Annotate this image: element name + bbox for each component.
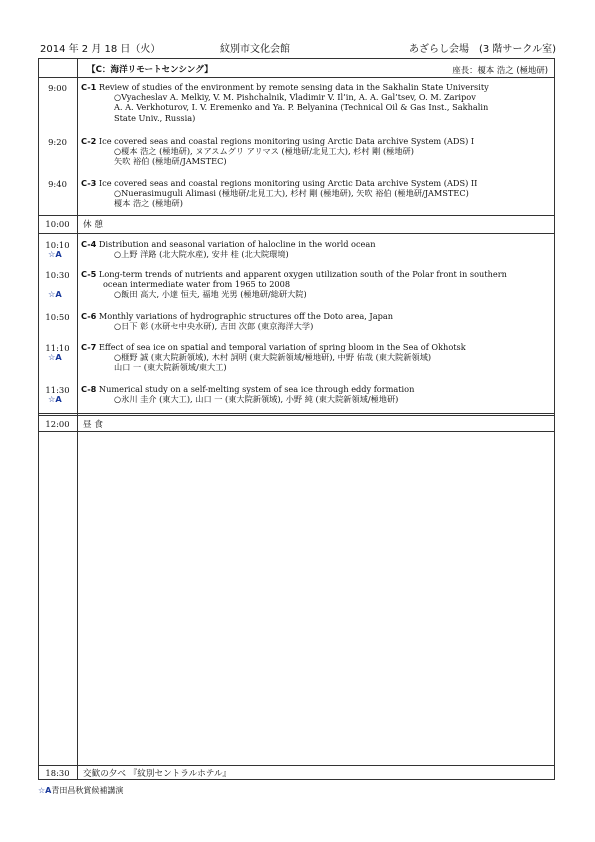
talk-authors: A. A. Verkhoturov, I. V. Eremenko and Ya. P. Belyanina (Technical Oil & Gas Inst., Sakhalin bbox=[114, 102, 489, 113]
talk-authors: ○日下 彰 (水研セ中央水研), 吉田 次郎 (東京海洋大学) bbox=[114, 321, 314, 332]
talk-title: Review of studies of the environment by remote sensing data in the Sakhalin State University bbox=[98, 82, 489, 92]
divider bbox=[39, 431, 554, 432]
talk-id: C-6 bbox=[81, 311, 97, 321]
talk-authors: 山口 一 (東大院新領域/東大工) bbox=[114, 362, 227, 373]
talk-authors: State Univ., Russia) bbox=[114, 112, 196, 123]
session-chair: 座長：榎本 浩之 (極地研) bbox=[452, 65, 548, 75]
talk-title: Distribution and seasonal variation of halocline in the world ocean bbox=[98, 239, 376, 249]
time-column-divider bbox=[77, 59, 78, 779]
talk-id: C-3 bbox=[81, 178, 97, 188]
program-table bbox=[38, 58, 555, 780]
talk-authors: ○上野 洋路 (北大院水産), 安井 桂 (北大院環境) bbox=[114, 249, 289, 260]
break-time: 10:00 bbox=[45, 219, 70, 229]
talk-id: C-8 bbox=[81, 384, 97, 394]
footnote bbox=[38, 785, 123, 796]
break-label: 休 憩 bbox=[83, 220, 103, 230]
talk-time: 10:10 bbox=[45, 240, 70, 250]
talk-time: 9:40 bbox=[48, 179, 67, 189]
divider bbox=[39, 77, 554, 78]
room-name: あざらし会場 (3 階サークル室) bbox=[408, 44, 556, 55]
talk-id: C-5 bbox=[81, 269, 97, 279]
talk-title: Long-term trends of nutrients and apparent oxygen utilization south of the Polar front in southern bbox=[98, 269, 507, 279]
talk-time: 9:20 bbox=[48, 137, 67, 147]
talk-time: 10:30 bbox=[45, 270, 70, 280]
talk-title: Monthly variations of hydrographic structures off the Doto area, Japan bbox=[98, 311, 393, 321]
talk-time: 11:10 bbox=[45, 343, 70, 353]
talk-authors: ○Vyacheslav A. Melkiy, V. M. Pishchalnik, Vladimir V. Il’in, A. A. Gal’tsev, O. M. Zaripov bbox=[114, 92, 476, 103]
talk-id: C-7 bbox=[81, 342, 97, 352]
talk-id: C-4 bbox=[81, 239, 97, 249]
break-label: 交歓の夕べ 『紋別セントラルホテル』 bbox=[83, 769, 232, 779]
venue-name: 紋別市文化会館 bbox=[220, 44, 290, 55]
talk-title-continued: ocean intermediate water from 1965 to 2008 bbox=[103, 279, 291, 290]
talk-authors: 矢吹 裕伯 (極地研/JAMSTEC) bbox=[114, 156, 227, 167]
divider bbox=[39, 215, 554, 216]
award-candidate-badge: ☆A bbox=[48, 394, 62, 405]
award-candidate-badge: ☆A bbox=[48, 352, 62, 363]
break-time: 18:30 bbox=[45, 768, 70, 778]
talk-title: Numerical study on a self-melting system of sea ice through eddy formation bbox=[98, 384, 415, 394]
talk-time: 9:00 bbox=[48, 83, 67, 93]
talk-title: Effect of sea ice on spatial and temporal variation of spring bloom in the Sea of Okhotsk bbox=[98, 342, 466, 352]
divider bbox=[39, 765, 554, 766]
footnote-text: 青田昌秋賞候補講演 bbox=[51, 786, 124, 795]
break-label: 昼 食 bbox=[83, 420, 103, 430]
break-time: 12:00 bbox=[45, 419, 70, 429]
session-date: 2014 年 2 月 18 日（火） bbox=[40, 44, 161, 55]
session-title: 【C：海洋リモートセンシング】 bbox=[87, 65, 213, 75]
award-candidate-badge: ☆A bbox=[38, 786, 52, 795]
talk-authors: ○飯田 高大, 小達 恒夫, 福地 光男 (極地研/総研大院) bbox=[114, 289, 307, 300]
talk-time: 10:50 bbox=[45, 312, 70, 322]
talk-authors: ○榎本 浩之 (極地研), ヌアスムグリ アリマス (極地研/北見工大), 杉村 剛 (極地研) bbox=[114, 146, 414, 157]
talk-title: Ice covered seas and coastal regions monitoring using Arctic Data archive System (ADS) I bbox=[98, 136, 475, 146]
award-candidate-badge: ☆A bbox=[48, 249, 62, 260]
page-header bbox=[40, 40, 556, 54]
talk-id: C-1 bbox=[81, 82, 97, 92]
talk-authors: 榎本 浩之 (極地研) bbox=[114, 198, 183, 209]
talk-authors: ○Nuerasimuguli Alimasi (極地研/北見工大), 杉村 剛 (極地研), 矢吹 裕伯 (極地研/JAMSTEC) bbox=[114, 188, 469, 199]
talk-authors: ○氷川 圭介 (東大工), 山口 一 (東大院新領域), 小野 純 (東大院新領域/極地研) bbox=[114, 394, 399, 405]
talk-time: 11:30 bbox=[45, 385, 70, 395]
talk-id: C-2 bbox=[81, 136, 97, 146]
divider bbox=[39, 233, 554, 234]
divider bbox=[39, 413, 554, 416]
award-candidate-badge: ☆A bbox=[48, 289, 62, 300]
talk-authors: ○榧野 誠 (東大院新領域), 木村 詞明 (東大院新領域/極地研), 中野 佑哉 (東大院新領域) bbox=[114, 352, 432, 363]
talk-title: Ice covered seas and coastal regions monitoring using Arctic Data archive System (ADS) II bbox=[98, 178, 478, 188]
